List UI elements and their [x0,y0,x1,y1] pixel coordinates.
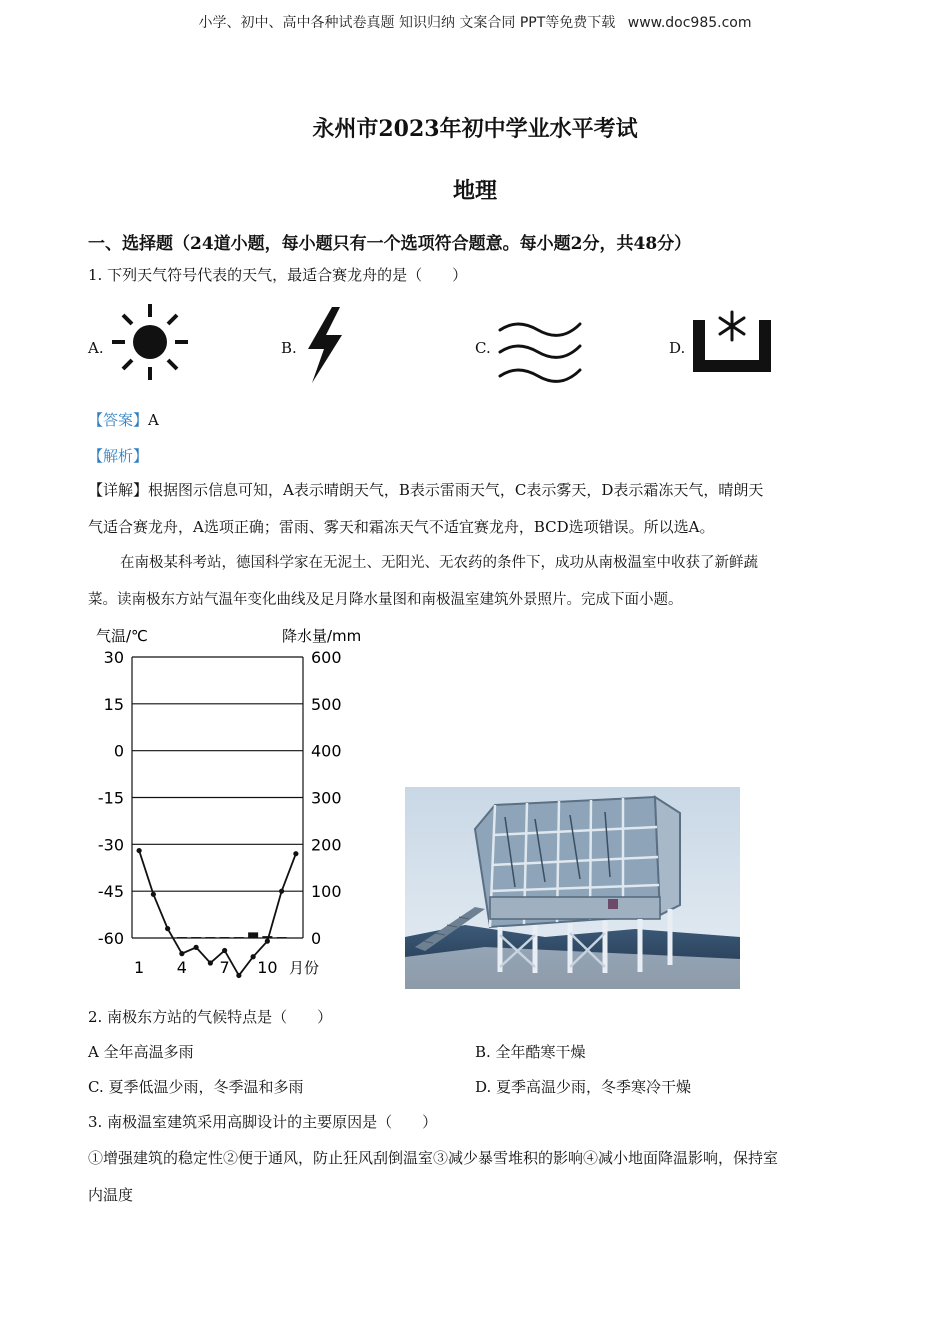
right-tick-label: 200 [311,835,342,855]
precipitation-bar [177,937,187,938]
subject-title: 地理 [452,178,497,204]
left-tick-label: 15 [103,694,124,714]
left-tick-label: -45 [97,882,124,902]
detail-line-2: 气适合赛龙舟，A选项正确；雷雨、雾天和霜冻天气不适宜赛龙舟，BCD选项错误。所以选A。 [88,518,715,536]
x-tick-label: 7 [219,958,230,977]
q1-stem: 1. 下列天气符号代表的天气，最适合赛龙舟的是（ ） [88,266,468,284]
temperature-point [279,889,284,894]
right-tick-label: 0 [311,929,322,948]
left-tick-label: -15 [97,788,124,808]
sun-icon [110,302,190,382]
answer-tag: 【答案】 [88,411,149,429]
q3-stem: 3. 南极温室建筑采用高脚设计的主要原因是（ ） [88,1113,438,1131]
passage-line-1: 在南极某科考站，德国科学家在无泥土、无阳光、无农药的条件下，成功从南极温室中收获了新鲜蔬 [120,555,758,571]
left-tick-label: -60 [97,929,124,948]
x-tick-label: 4 [176,958,187,977]
precipitation-bar [220,937,230,938]
q1-option-d-label: D. [669,339,686,357]
right-tick-label: 500 [311,694,342,714]
temperature-curve [139,851,296,976]
section-heading: 一、选择题（24道小题，每小题只有一个选项符合题意。每小题2分，共48分） [88,234,692,254]
greenhouse-photo [405,787,740,989]
precipitation-bar [262,936,272,938]
passage-line-2: 菜。读南极东方站气温年变化曲线及足月降水量图和南极温室建筑外景照片。完成下面小题。 [88,592,683,608]
right-tick-label: 600 [311,648,342,667]
right-tick-labels [311,648,342,948]
q3-choices-line-1: ①增强建筑的稳定性②便于通风，防止狂风刮倒温室③减少暴雪堆积的影响④减小地面降温影响，保持室 [88,1149,779,1167]
temperature-point [208,960,213,965]
q2-option-a: A 全年高温多雨 [88,1043,194,1061]
right-tick-label: 400 [311,741,342,761]
q1-option-b-label: B. [281,339,297,357]
lightning-icon [302,305,348,385]
temperature-point [265,939,270,944]
left-tick-label: -30 [97,835,124,855]
precipitation-bars [134,932,301,938]
q2-stem: 2. 南极东方站的气候特点是（ ） [88,1008,333,1026]
temperature-point [293,851,298,856]
analysis-tag: 【解析】 [88,447,149,465]
x-tick-labels [134,958,278,977]
precipitation-bar [191,937,201,938]
fog-icon [496,318,586,386]
q2-option-b: B. 全年酷寒干燥 [475,1043,586,1061]
q1-option-c-label: C. [475,339,491,357]
temperature-point [251,954,256,959]
temperature-point [222,948,227,953]
header-promo-text: 小学、初中、高中各种试卷真题 知识归纳 文案合同 PPT等免费下载 [198,15,616,31]
precipitation-bar [205,937,215,938]
climate-chart [88,620,398,985]
q1-option-a-label: A. [88,339,104,357]
detail-tag: 【详解】 [88,481,149,499]
temperature-point [236,973,241,978]
right-axis-label: 降水量/mm [282,627,362,645]
detail-text-1: 根据图示信息可知，A表示晴朗天气，B表示雷雨天气，C表示雾天，D表示霜冻天气，晴朗天 [148,481,764,499]
temperature-point [179,951,184,956]
left-tick-labels [98,648,124,948]
temperature-point [151,892,156,897]
precipitation-bar [248,932,258,938]
right-tick-label: 100 [311,882,342,902]
q3-choices-line-2: 内温度 [88,1186,134,1204]
left-tick-label: 30 [103,648,124,667]
answer-value: A [148,411,159,429]
detail-line-1 [88,480,763,500]
q2-option-d: D. 夏季高温少雨，冬季寒冷干燥 [475,1078,692,1096]
temperature-point [137,848,142,853]
grid-lines [132,657,303,938]
temperature-point [165,926,170,931]
right-tick-label: 300 [311,788,342,808]
frost-icon [691,304,773,374]
q1-answer-row [88,410,159,430]
header-url[interactable]: www.doc985.com [627,15,752,31]
left-axis-label: 气温/℃ [96,627,148,645]
exam-title: 永州市2023年初中学业水平考试 [312,116,638,142]
precipitation-bar [277,937,287,938]
temperature-point [194,945,199,950]
q2-option-c: C. 夏季低温少雨，冬季温和多雨 [88,1078,304,1096]
page-header [0,12,950,32]
x-axis-label: 月份 [289,959,320,977]
x-tick-label: 1 [134,958,145,977]
x-tick-label: 10 [257,958,278,977]
precipitation-bar [234,937,244,938]
left-tick-label: 0 [113,741,124,761]
